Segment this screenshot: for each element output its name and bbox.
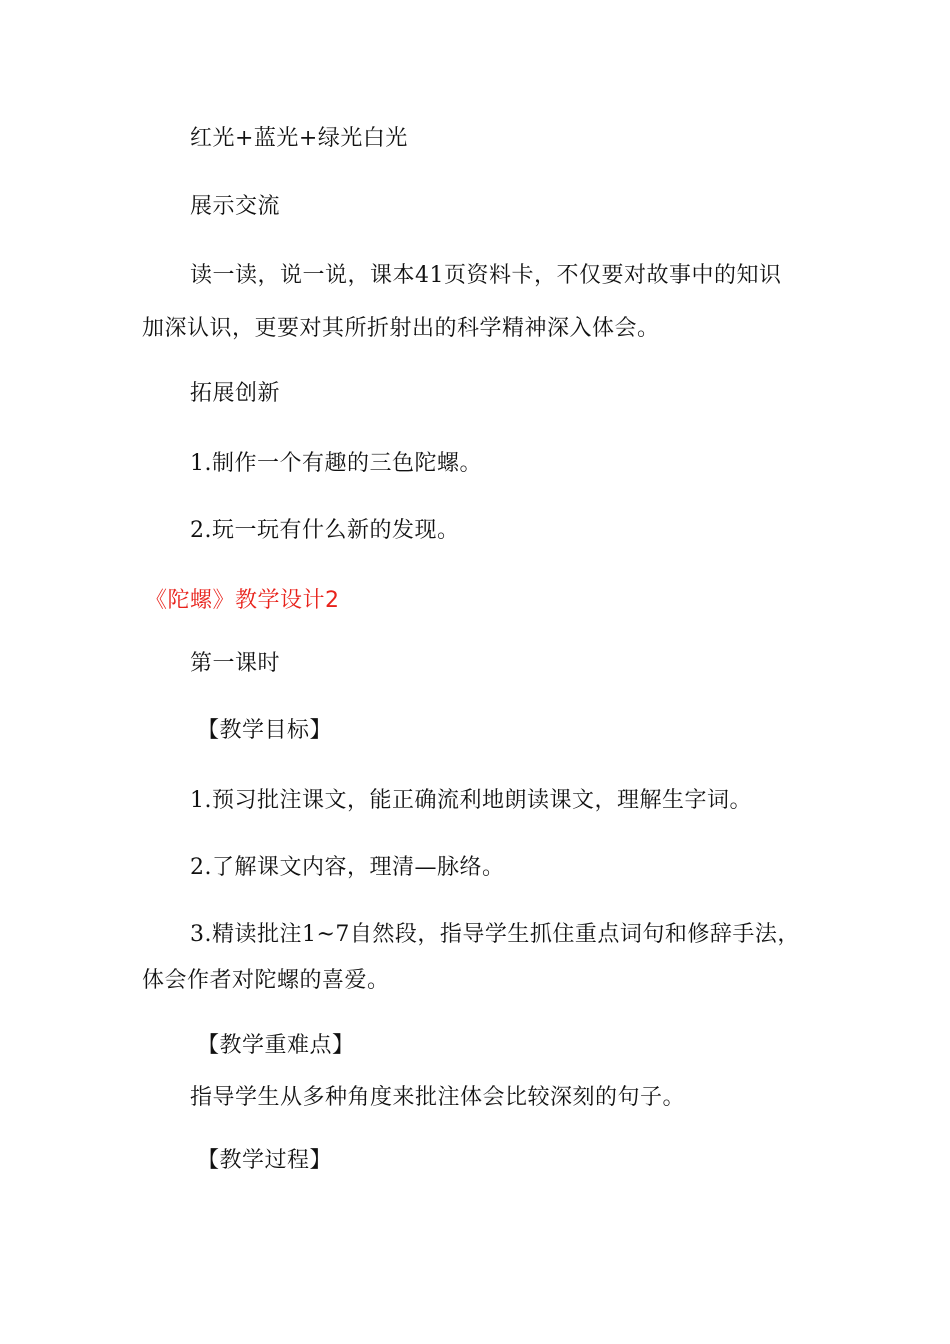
objective-item-2: 2.了解课文内容，理清—脉络。 — [190, 855, 505, 880]
document-title-2: 《陀螺》教学设计2 — [145, 588, 340, 613]
section-heading-extension: 拓展创新 — [190, 381, 281, 406]
paragraph-read-line2: 加深认识，更要对其所折射出的科学精神深入体会。 — [142, 316, 660, 341]
objective-item-1: 1.预习批注课文，能正确流利地朗读课文，理解生字词。 — [190, 788, 752, 813]
objective-item-3-line1: 3.精读批注1~7自然段，指导学生抓住重点词句和修辞手法， — [190, 922, 800, 947]
list-item-2: 2.玩一玩有什么新的发现。 — [190, 518, 460, 543]
paragraph-light-mix: 红光+蓝光+绿光白光 — [190, 126, 408, 151]
key-points-text: 指导学生从多种角度来批注体会比较深刻的句子。 — [190, 1085, 686, 1110]
section-heading-process: 【教学过程】 — [197, 1148, 333, 1173]
paragraph-read-line1: 读一读，说一说，课本41页资料卡，不仅要对故事中的知识 — [190, 263, 782, 288]
section-heading-key-points: 【教学重难点】 — [197, 1033, 355, 1058]
section-heading-exchange: 展示交流 — [190, 194, 281, 219]
lesson-label: 第一课时 — [190, 651, 281, 676]
section-heading-objectives: 【教学目标】 — [197, 718, 333, 743]
list-item-1: 1.制作一个有趣的三色陀螺。 — [190, 451, 482, 476]
objective-item-3-line2: 体会作者对陀螺的喜爱。 — [142, 968, 390, 993]
